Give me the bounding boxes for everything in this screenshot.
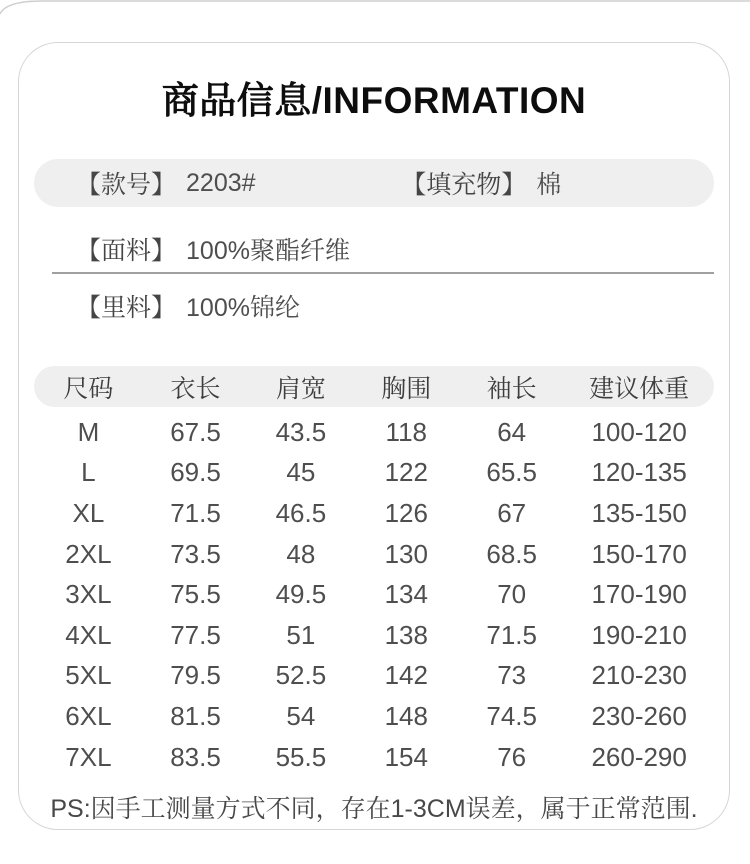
table-cell: 67.5 bbox=[170, 416, 221, 447]
table-cell: 68.5 bbox=[486, 538, 537, 569]
table-cell: 126 bbox=[384, 497, 428, 528]
table-cell: 100-120 bbox=[591, 416, 687, 447]
table-cell: 73 bbox=[497, 660, 527, 691]
section-divider bbox=[52, 272, 714, 274]
table-cell: M bbox=[77, 416, 100, 447]
size-table-header-cell: 袖长 bbox=[486, 374, 537, 403]
table-cell: 5XL bbox=[65, 660, 112, 691]
table-row bbox=[34, 574, 714, 615]
table-cell: 142 bbox=[384, 660, 428, 691]
size-table-header-cell: 胸围 bbox=[381, 374, 432, 403]
table-cell: 43.5 bbox=[275, 416, 327, 447]
style-number-label: 【款号】 bbox=[76, 171, 177, 199]
table-cell: 3XL bbox=[65, 579, 112, 610]
table-cell: 65.5 bbox=[486, 457, 537, 488]
table-cell: 134 bbox=[384, 579, 428, 610]
table-cell: 122 bbox=[384, 457, 428, 488]
filling-value: 棉 bbox=[536, 171, 562, 199]
fabric-label: 【面料】 bbox=[76, 237, 177, 265]
table-cell: 52.5 bbox=[275, 660, 327, 691]
size-table-header-cell: 肩宽 bbox=[275, 374, 326, 403]
filling-pair bbox=[401, 165, 561, 201]
size-table bbox=[19, 366, 729, 777]
table-cell: 81.5 bbox=[170, 700, 221, 731]
table-cell: 71.5 bbox=[486, 619, 537, 650]
table-cell: 48 bbox=[286, 538, 316, 569]
table-cell: 76 bbox=[497, 741, 527, 772]
table-row bbox=[34, 615, 714, 656]
table-cell: 77.5 bbox=[170, 619, 221, 650]
table-cell: 4XL bbox=[65, 619, 112, 650]
table-cell: 120-135 bbox=[591, 457, 687, 488]
table-cell: 130 bbox=[384, 538, 428, 569]
table-cell: 118 bbox=[385, 416, 427, 447]
page-title: 商品信息/INFORMATION bbox=[161, 80, 587, 121]
size-table-header-cell: 建议体重 bbox=[589, 374, 690, 403]
table-cell: 170-190 bbox=[591, 579, 687, 610]
table-cell: 45 bbox=[286, 457, 316, 488]
table-cell: 230-260 bbox=[591, 700, 687, 731]
table-row bbox=[34, 737, 714, 778]
size-table-rows bbox=[19, 412, 729, 777]
table-cell: 55.5 bbox=[275, 741, 327, 772]
table-row bbox=[34, 412, 714, 453]
lining-label: 【里料】 bbox=[76, 294, 177, 322]
table-cell: 69.5 bbox=[170, 457, 221, 488]
table-row bbox=[34, 696, 714, 737]
filling-label: 【填充物】 bbox=[401, 171, 527, 199]
table-cell: 83.5 bbox=[170, 741, 221, 772]
table-cell: 135-150 bbox=[591, 497, 687, 528]
table-cell: 150-170 bbox=[591, 538, 687, 569]
table-cell: 54 bbox=[286, 700, 316, 731]
table-cell: 64 bbox=[497, 416, 527, 447]
table-cell: XL bbox=[72, 497, 105, 528]
lining-value: 100%锦纶 bbox=[186, 294, 300, 322]
table-row bbox=[34, 453, 714, 494]
table-cell: 138 bbox=[384, 619, 428, 650]
table-cell: 190-210 bbox=[591, 619, 687, 650]
table-cell: 148 bbox=[384, 700, 428, 731]
table-cell: 49.5 bbox=[275, 579, 327, 610]
size-table-header bbox=[34, 366, 714, 407]
style-number-value: 2203# bbox=[186, 168, 256, 197]
table-cell: 71.5 bbox=[170, 497, 221, 528]
measurement-note: PS:因手工测量方式不同，存在1-3CM误差，属于正常范围. bbox=[50, 795, 698, 824]
table-cell: 154 bbox=[384, 741, 428, 772]
table-row bbox=[34, 493, 714, 534]
table-cell: 260-290 bbox=[591, 741, 687, 772]
table-cell: 67 bbox=[497, 497, 527, 528]
table-cell: 75.5 bbox=[170, 579, 221, 610]
fabric-row bbox=[19, 229, 729, 269]
table-cell: 73.5 bbox=[170, 538, 221, 569]
size-table-header-cell: 衣长 bbox=[170, 374, 221, 403]
table-cell: 74.5 bbox=[486, 700, 537, 731]
table-cell: 79.5 bbox=[170, 660, 221, 691]
style-filling-row bbox=[34, 159, 714, 207]
table-row bbox=[34, 656, 714, 697]
product-info-card bbox=[18, 42, 730, 830]
table-cell: 51 bbox=[286, 619, 316, 650]
size-table-header-cell: 尺码 bbox=[63, 374, 114, 403]
lining-row bbox=[19, 286, 729, 326]
fabric-value: 100%聚酯纤维 bbox=[186, 237, 350, 265]
table-cell: 2XL bbox=[65, 538, 112, 569]
table-cell: 210-230 bbox=[591, 660, 687, 691]
table-cell: 7XL bbox=[65, 741, 112, 772]
table-cell: 70 bbox=[497, 579, 527, 610]
table-cell: 46.5 bbox=[275, 497, 327, 528]
table-cell: L bbox=[81, 457, 96, 488]
table-cell: 6XL bbox=[65, 700, 112, 731]
table-row bbox=[34, 534, 714, 575]
previous-card-bottom-edge bbox=[0, 0, 750, 20]
